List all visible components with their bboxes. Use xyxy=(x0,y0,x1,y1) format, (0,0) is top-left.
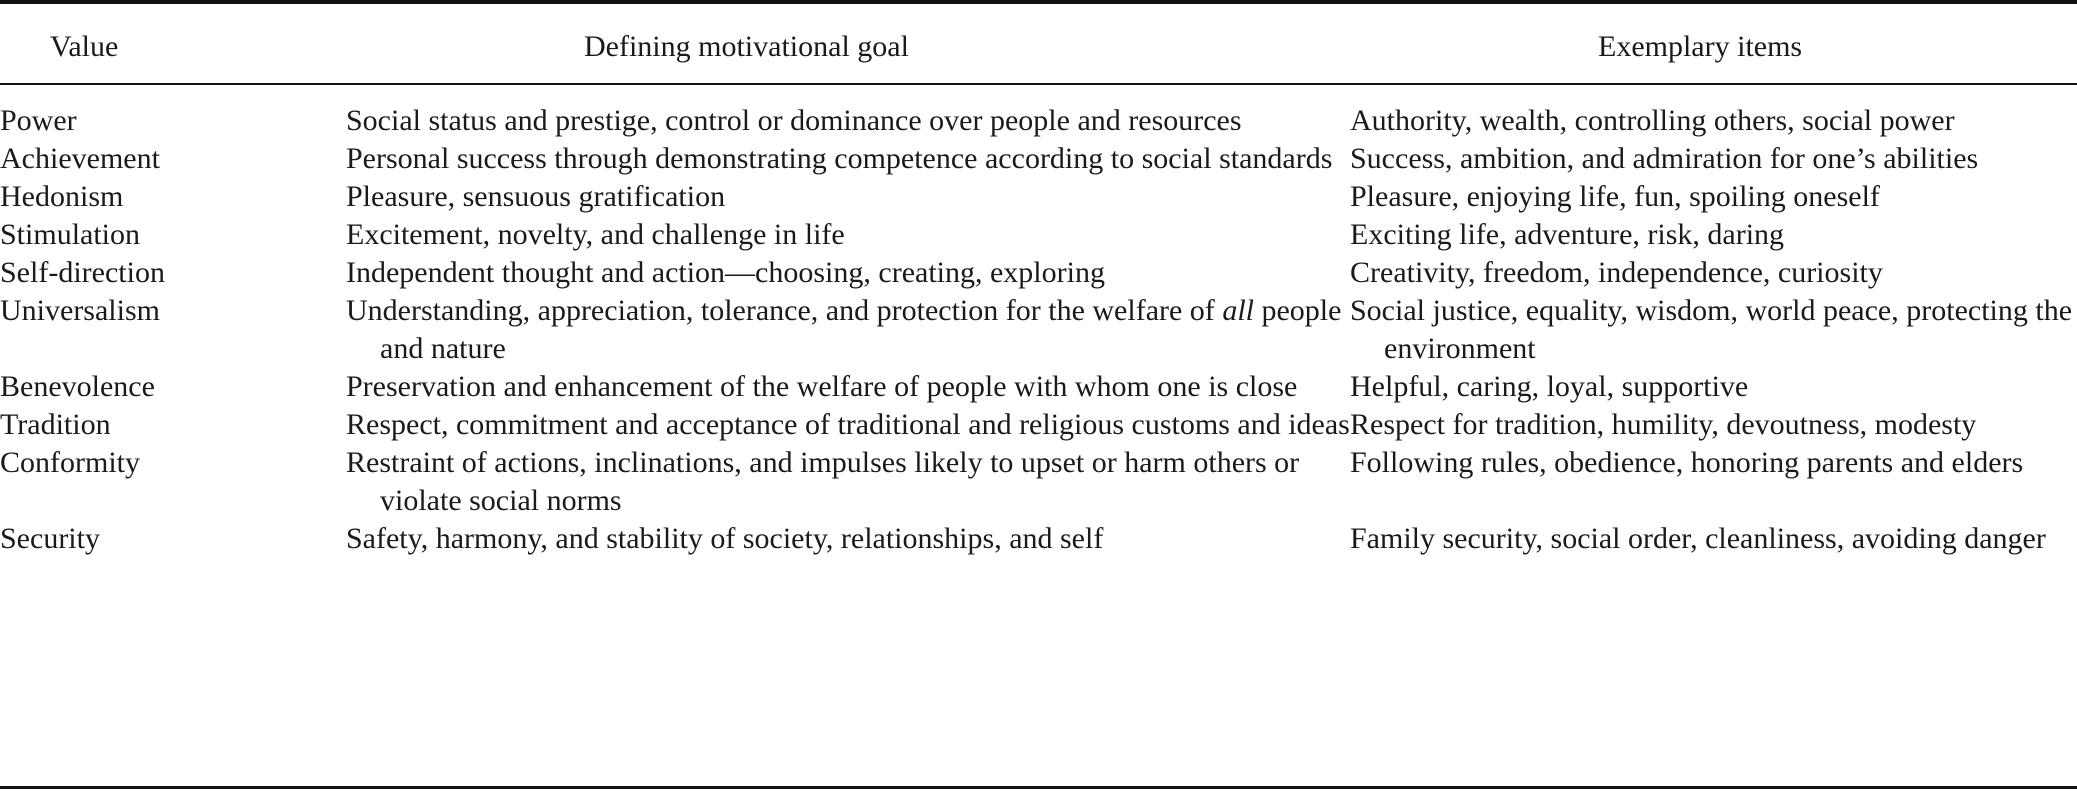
items-cell: Success, ambition, and admiration for one’s abilities xyxy=(1350,142,1979,175)
column-header-items: Exemplary items xyxy=(1598,30,1803,63)
table-bottom-rule xyxy=(0,786,2077,789)
goal-text-post: people and nature xyxy=(380,294,1342,365)
value-cell: Stimulation xyxy=(0,218,141,251)
items-cell: Authority, wealth, controlling others, social power xyxy=(1350,104,1955,137)
value-cell: Universalism xyxy=(0,294,160,327)
value-cell: Power xyxy=(0,104,77,137)
items-cell: Helpful, caring, loyal, supportive xyxy=(1350,370,1749,403)
items-cell: Family security, social order, cleanliness, avoiding danger xyxy=(1350,522,2046,555)
goal-text-emphasis: all xyxy=(1222,294,1254,327)
table-row xyxy=(0,292,2077,368)
goal-cell: Pleasure, sensuous gratification xyxy=(346,180,726,213)
value-cell: Benevolence xyxy=(0,370,155,403)
goal-cell: Restraint of actions, inclinations, and impulses likely to upset or harm others or violate social norms xyxy=(346,446,1300,517)
goal-cell: Excitement, novelty, and challenge in life xyxy=(346,218,845,251)
items-cell: Following rules, obedience, honoring parents and elders xyxy=(1350,446,2024,479)
table-body xyxy=(0,102,2077,558)
table-row xyxy=(0,406,2077,444)
items-cell: Exciting life, adventure, risk, daring xyxy=(1350,218,1785,251)
column-header-value: Value xyxy=(50,30,119,63)
goal-cell: Independent thought and action—choosing, creating, exploring xyxy=(346,256,1105,289)
goal-cell xyxy=(346,292,1350,368)
table-row xyxy=(0,368,2077,406)
table-row xyxy=(0,102,2077,140)
value-cell: Achievement xyxy=(0,142,160,175)
table-row xyxy=(0,140,2077,178)
table-row xyxy=(0,178,2077,216)
value-cell: Hedonism xyxy=(0,180,124,213)
items-cell: Pleasure, enjoying life, fun, spoiling oneself xyxy=(1350,180,1880,213)
column-header-goal: Defining motivational goal xyxy=(584,30,909,63)
goal-cell: Preservation and enhancement of the welfare of people with whom one is close xyxy=(346,370,1298,403)
value-cell: Tradition xyxy=(0,408,111,441)
items-cell: Social justice, equality, wisdom, world peace, protecting the environment xyxy=(1350,294,2073,365)
table-row xyxy=(0,216,2077,254)
table-row xyxy=(0,444,2077,520)
goal-cell: Social status and prestige, control or dominance over people and resources xyxy=(346,104,1242,137)
table-row xyxy=(0,520,2077,558)
table-header-rule xyxy=(0,83,2077,85)
value-cell: Conformity xyxy=(0,446,140,479)
value-cell: Self-direction xyxy=(0,256,165,289)
goal-cell: Respect, commitment and acceptance of traditional and religious customs and ideas xyxy=(346,408,1350,441)
goal-cell: Personal success through demonstrating competence according to social standards xyxy=(346,142,1333,175)
table-top-rule xyxy=(0,0,2077,4)
goal-text-pre: Understanding, appreciation, tolerance, and protection for the welfare of xyxy=(346,294,1223,327)
items-cell: Respect for tradition, humility, devoutness, modesty xyxy=(1350,408,1977,441)
table-row xyxy=(0,254,2077,292)
items-cell: Creativity, freedom, independence, curiosity xyxy=(1350,256,1883,289)
goal-cell: Safety, harmony, and stability of society, relationships, and self xyxy=(346,522,1104,555)
value-cell: Security xyxy=(0,522,100,555)
